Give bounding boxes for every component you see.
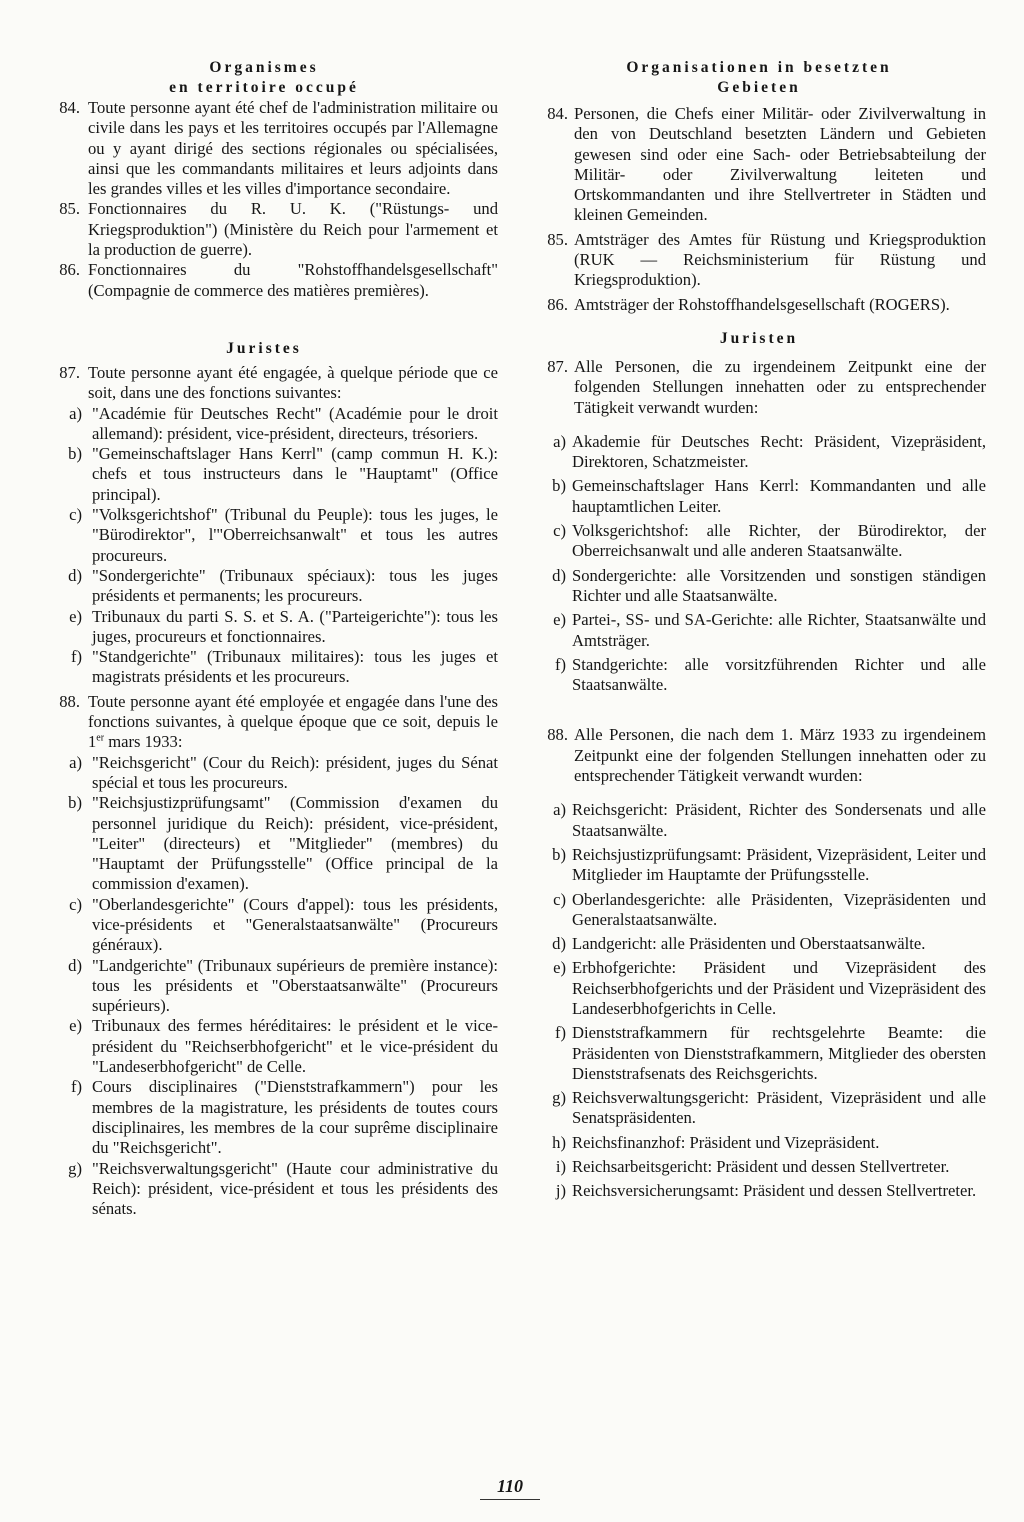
item-number: 87. <box>59 362 80 382</box>
sub-letter: g) <box>68 1158 82 1178</box>
sub-text: "Académie für Deutsches Recht" (Académie pour le droit allemand): président, vice-président, directeurs, trésoriers. <box>92 403 498 443</box>
sub-text: Sondergerichte: alle Vorsitzenden und sonstigen ständigen Richter und alle Staatsanwälte. <box>572 565 986 605</box>
sub-text: Oberlandesgerichte: alle Präsidenten, Vizepräsidenten und Generalstaatsanwälte. <box>572 889 986 929</box>
german-sub-88g <box>542 1088 986 1129</box>
french-sub-87c <box>52 505 498 566</box>
german-sub-87a <box>542 432 986 473</box>
item-text: Personen, die Chefs einer Militär- oder Zivilverwaltung in den von Deutschland besetzten Ländern und Gebieten gewesen sind oder eine Sach- oder Betriebsabteilung der Militär- oder Zivilverwaltung leiteten und Ortskommandanten und ihre Stellvertreter in Städten und kleinen Gemeinden. <box>574 104 986 225</box>
sub-text: Tribunaux du parti S. S. et S. A. ("Parteigerichte"): tous les juges, procureurs et fonctionnaires. <box>92 606 498 646</box>
item-number: 84. <box>59 98 80 117</box>
sub-letter: b) <box>552 476 566 496</box>
sub-text: Reichsverwaltungsgericht: Präsident, Vizepräsident und alle Senatspräsidenten. <box>572 1088 986 1128</box>
french-sub-88f <box>52 1077 498 1158</box>
item-text: Fonctionnaires du R. U. K. ("Rüstungs- und Kriegsproduktion") (Ministère du Reich pour l'armement et la production de guerre). <box>88 199 498 260</box>
french-sub-87d <box>52 566 498 607</box>
sub-letter: h) <box>552 1132 566 1152</box>
german-sub-88i <box>542 1157 986 1177</box>
sub-text: "Oberlandesgerichte" (Cours d'appel): tous les présidents, vice-présidents et "Generalstaatsanwälte" (Procureurs généraux). <box>92 894 498 955</box>
sub-text: Partei-, SS- und SA-Gerichte: alle Richter, Staatsanwälte und Amtsträger. <box>572 610 986 650</box>
sub-text: Reichsjustizprüfungsamt: Präsident, Vizepräsident, Leiter und Mitglieder im Hauptamte der Prüfungsstelle. <box>572 844 986 885</box>
german-sub-88a <box>542 800 986 841</box>
sub-text: Tribunaux des fermes héréditaires: le président et le vice-président du "Reichserbhofgericht" et le vice-président du "Landeserbhofgericht" de Celle. <box>92 1016 498 1077</box>
german-heading-juristen: Juristen <box>719 329 799 347</box>
sub-letter: f) <box>70 647 82 667</box>
item-number: 86. <box>59 260 80 280</box>
german-sub-88d <box>542 934 986 954</box>
sub-letter: c) <box>553 889 566 909</box>
sub-letter: e) <box>69 1016 82 1036</box>
german-sub-87c <box>542 521 986 562</box>
french-sub-88c <box>52 895 498 956</box>
item-text: Alle Personen, die zu irgendeinem Zeitpunkt eine der folgenden Stellungen innehatten oder zu entsprechender Tätigkeit verwandt wurden: <box>574 356 986 417</box>
sub-letter: d) <box>552 565 566 585</box>
sub-text: "Reichsgericht" (Cour du Reich): président, juges du Sénat spécial et tous les procureurs. <box>92 752 498 792</box>
french-item-84 <box>30 98 498 199</box>
page-number: 110 <box>480 1476 540 1500</box>
item-number: 88. <box>59 691 80 711</box>
sub-text: Volksgerichtshof: alle Richter, der Bürodirektor, der Oberreichsanwalt und alle anderen Staatsanwälte. <box>572 521 986 561</box>
sub-text: "Gemeinschaftslager Hans Kerrl" (camp commun H. K.): chefs et tous instructeurs dans le "Hauptamt" (Office principal). <box>92 444 498 504</box>
sub-text: Erbhofgerichte: Präsident und Vizepräsident des Reichserbhofgerichts und der Präsident und Vizepräsident des Landeserbhofgerichts in Celle. <box>572 958 986 1018</box>
sub-letter: f) <box>70 1077 82 1097</box>
item-number: 88. <box>547 725 568 745</box>
sub-letter: i) <box>555 1157 566 1177</box>
german-item-86 <box>532 295 986 315</box>
superscript: er <box>96 732 105 744</box>
item-number: 87. <box>547 356 568 376</box>
heading-line: Organisationen in besetzten <box>626 59 892 76</box>
german-heading-organisationen <box>532 58 986 98</box>
intro-part: mars 1933: <box>104 732 183 752</box>
sub-text: "Reichsverwaltungsgericht" (Haute cour administrative du Reich): président, vice-président et tous les présidents des sénats. <box>92 1158 498 1219</box>
item-text: Toute personne ayant été chef de l'administration militaire ou civile dans les pays et les territoires occupés par l'Allemagne ou y ayant dirigé des sections régionales ou spécialisées, ainsi que les commandants militaires et leurs adjoints dans les grandes villes et les villes d'importance secondaire. <box>88 98 498 199</box>
french-sub-88e <box>52 1016 498 1077</box>
sub-letter: e) <box>553 610 566 630</box>
sub-text: Gemeinschaftslager Hans Kerrl: Kommandanten und alle hauptamtlichen Leiter. <box>572 476 986 516</box>
french-sub-87e <box>52 607 498 648</box>
sub-text: "Standgerichte" (Tribunaux militaires): tous les juges et magistrats présidents et les procureurs. <box>92 647 498 687</box>
german-item-87 <box>532 357 986 418</box>
german-item-84 <box>532 104 986 226</box>
german-item-88 <box>532 725 986 786</box>
item-text <box>88 692 498 752</box>
sub-letter: f) <box>554 1023 566 1043</box>
sub-text: Reichsgericht: Präsident, Richter des Sondersenats und alle Staatsanwälte. <box>572 800 986 840</box>
sub-text: Reichsversicherungsamt: Präsident und dessen Stellvertreter. <box>572 1181 977 1201</box>
heading-line: Gebieten <box>717 79 801 96</box>
item-number: 85. <box>59 199 80 219</box>
sub-letter: b) <box>552 844 566 864</box>
sub-letter: c) <box>69 505 82 525</box>
french-heading-juristes: Juristes <box>226 339 302 357</box>
french-item-87 <box>30 363 498 404</box>
sub-letter: j) <box>555 1181 566 1201</box>
sub-letter: a) <box>69 752 82 772</box>
german-sub-87d <box>542 566 986 607</box>
sub-letter: g) <box>552 1088 566 1108</box>
french-sub-88b <box>52 793 498 894</box>
sub-letter: c) <box>553 521 566 541</box>
item-number: 85. <box>547 229 568 249</box>
sub-letter: e) <box>69 606 82 626</box>
sub-text: Reichsfinanzhof: Präsident und Vizepräsident. <box>572 1132 880 1152</box>
item-text: Toute personne ayant été engagée, à quelque période que ce soit, dans une des fonctions suivantes: <box>88 362 498 403</box>
german-sub-88j <box>542 1181 986 1201</box>
sub-letter: b) <box>68 444 82 464</box>
item-text: Fonctionnaires du "Rohstoffhandelsgesellschaft" (Compagnie de commerce des matières premières). <box>88 260 498 300</box>
sub-text: Dienststrafkammern für rechtsgelehrte Beamte: die Präsidenten von Dienststrafkammern, Mitglieder des obersten Dienststrafsenats des Reichsgerichts. <box>572 1023 986 1083</box>
french-sub-88a <box>52 753 498 794</box>
french-sub-88g <box>52 1159 498 1220</box>
sub-text: "Volksgerichtshof" (Tribunal du Peuple): tous les juges, le "Bürodirektor", l'"Oberreichsanwalt" et tous les autres procureurs. <box>92 505 498 565</box>
german-sub-87f <box>542 655 986 696</box>
sub-letter: e) <box>553 958 566 978</box>
french-heading-organismes <box>30 58 498 98</box>
sub-letter: d) <box>552 934 566 954</box>
french-item-85 <box>30 199 498 260</box>
german-sub-87b <box>542 476 986 517</box>
sub-letter: a) <box>69 403 82 423</box>
item-number: 86. <box>547 294 568 314</box>
sub-letter: a) <box>553 800 566 820</box>
sub-text: "Landgerichte" (Tribunaux supérieurs de première instance): tous les présidents et "Oberstaatsanwälte" (Procureurs supérieurs). <box>92 955 498 1016</box>
item-text: Amtsträger des Amtes für Rüstung und Kriegsproduktion (RUK — Reichsministerium für Rüstung und Kriegsproduktion). <box>574 229 986 290</box>
german-sub-88f <box>542 1023 986 1084</box>
french-item-86 <box>30 260 498 301</box>
sub-letter: b) <box>68 793 82 813</box>
item-text: Alle Personen, die nach dem 1. März 1933 zu irgendeinem Zeitpunkt eine der folgenden Stellungen innehatten oder zu entsprechender Tätigkeit verwandt wurden: <box>574 725 986 786</box>
german-item-85 <box>532 230 986 291</box>
item-text: Amtsträger der Rohstoffhandelsgesellschaft (ROGERS). <box>574 294 950 314</box>
intro-part: Toute personne ayant été employée et engagée dans l'une des fonctions suivantes, à quelque époque que ce soit, depuis le 1 <box>88 691 498 752</box>
heading-line: Organismes <box>209 59 319 76</box>
heading-line: en territoire occupé <box>169 79 359 96</box>
sub-letter: c) <box>69 894 82 914</box>
sub-text: Landgericht: alle Präsidenten und Oberstaatsanwälte. <box>572 934 926 954</box>
sub-letter: d) <box>68 955 82 975</box>
german-sub-88h <box>542 1133 986 1153</box>
sub-letter: d) <box>68 565 82 585</box>
german-sub-88e <box>542 958 986 1019</box>
french-sub-87f <box>52 647 498 688</box>
french-item-88 <box>30 692 498 753</box>
sub-text: Cours disciplinaires ("Dienststrafkammern") pour les membres de la magistrature, les présidents de toutes cours disciplinaires, les membres de la cour suprême disciplinaire du "Reichsgericht". <box>92 1077 498 1158</box>
german-sub-88c <box>542 890 986 931</box>
sub-letter: a) <box>553 431 566 451</box>
german-sub-88b <box>542 845 986 886</box>
german-column <box>532 58 986 1202</box>
item-number: 84. <box>547 104 568 123</box>
french-sub-87b <box>52 444 498 505</box>
sub-text: Akademie für Deutsches Recht: Präsident, Vizepräsident, Direktoren, Schatzmeister. <box>572 431 986 472</box>
french-sub-87a <box>52 404 498 445</box>
sub-text: "Sondergerichte" (Tribunaux spéciaux): tous les juges présidents et permanents; les procureurs. <box>92 565 498 606</box>
french-column <box>30 58 498 1219</box>
sub-text: Reichsarbeitsgericht: Präsident und dessen Stellvertreter. <box>572 1157 950 1177</box>
french-sub-88d <box>52 956 498 1017</box>
sub-text: "Reichsjustizprüfungsamt" (Commission d'examen du personnel juridique du Reich): président, vice-président, "Leiter" (directeurs) et "Mitglieder" (membres) du "Hauptamt der Prüfungsstelle" (Office principal de la commission d'examen). <box>92 793 498 894</box>
sub-text: Standgerichte: alle vorsitzführenden Richter und alle Staatsanwälte. <box>572 654 986 695</box>
sub-letter: f) <box>554 654 566 674</box>
german-sub-87e <box>542 610 986 651</box>
